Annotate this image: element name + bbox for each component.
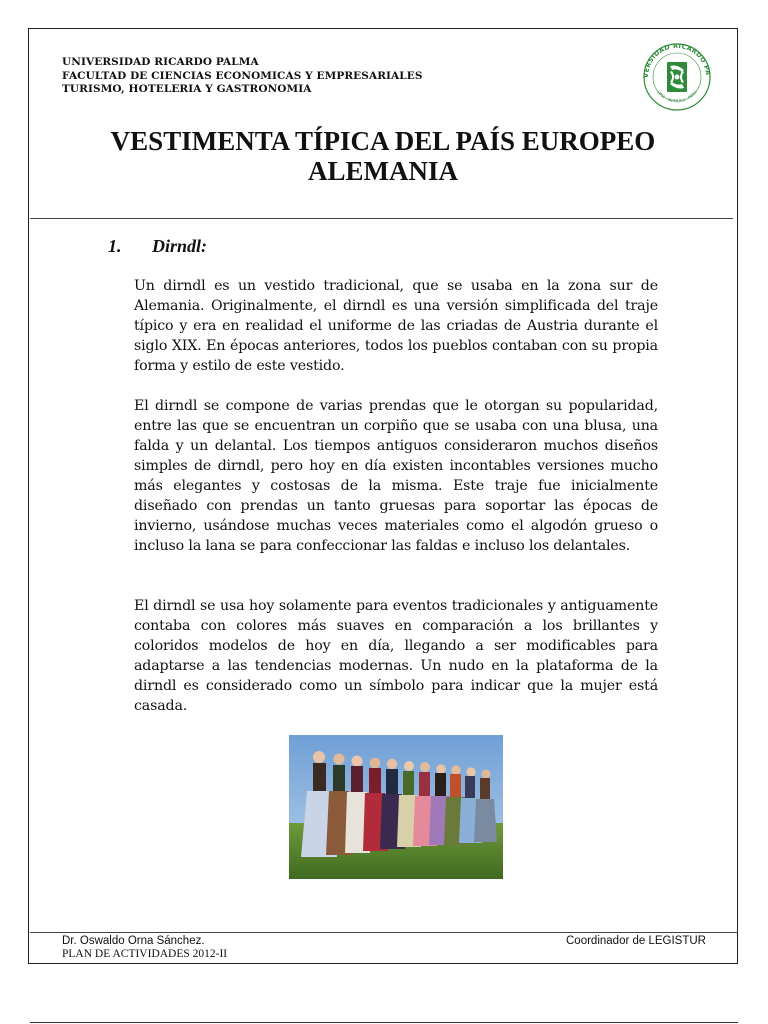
title-line-2: ALEMANIA [307,156,458,186]
paragraph-1: Un dirndl es un vestido tradicional, que se usaba en la zona sur de Alemania. Originalmente, el dirndl es una versión simplificada del traje típico y era en realidad el uniforme de las criadas de Austria durante el siglo XIX. En épocas anteriores, todos los pueblos contaban con su propia forma y estilo de este vestido. [134,278,658,374]
seal-lower-text: LIMA · MCMLXIX · PERU [656,89,698,104]
program-name: TURISMO, HOTELERIA Y GASTRONOMIA [62,83,312,95]
paragraph-3: El dirndl se usa hoy solamente para eventos tradicionales y antiguamente contaba con colores más suaves en comparación a los brillantes y coloridos modelos de hoy en día, llegando a ser modificables para adaptarse a las tendencias modernas. Un nudo en la plataforma de la dirndl es considerado como un símbolo para indicar que la mujer está casada. [134,598,658,714]
university-seal-logo [634,42,720,112]
seal-ring-text: VERSIDAD RICARDO PA [641,42,713,79]
section-number: 1. [108,236,122,256]
faculty-name: FACULTAD DE CIENCIAS ECONOMICAS Y EMPRESARIALES [62,69,423,82]
footer-author: Dr. Oswaldo Orna Sánchez. [62,935,205,947]
header-divider [30,218,733,219]
document-title [28,126,738,186]
section-heading [108,236,207,257]
institution-header [62,56,423,97]
footer-plan: PLAN DE ACTIVIDADES 2012-II [62,948,228,960]
footer-author-block [62,935,227,961]
footer-divider [30,932,738,933]
title-line-1: VESTIMENTA TÍPICA DEL PAÍS EUROPEO [110,126,656,156]
page-bottom-rule [30,1022,738,1023]
university-name: UNIVERSIDAD RICARDO PALMA [62,56,259,68]
footer-role: Coordinador de LEGISTUR [566,935,706,947]
dirndl-group-photo [289,735,503,879]
section-title: Dirndl: [152,236,208,256]
paragraph-2: El dirndl se compone de varias prendas que le otorgan su popularidad, entre las que se encuentran un corpiño que se usaba con una blusa, una falda y un delantal. Los tiempos antiguos consideraron muchos diseños simples de dirndl, pero hoy en día existen incontables versiones mucho más elegantes y costosas de la misma. Este traje fue inicialmente diseñado con prendas un tanto gruesas para soportar las épocas de invierno, usándose muchas veces materiales como el algodón grueso o incluso la lana se para confeccionar las faldas e incluso los delantales. [134,398,658,554]
